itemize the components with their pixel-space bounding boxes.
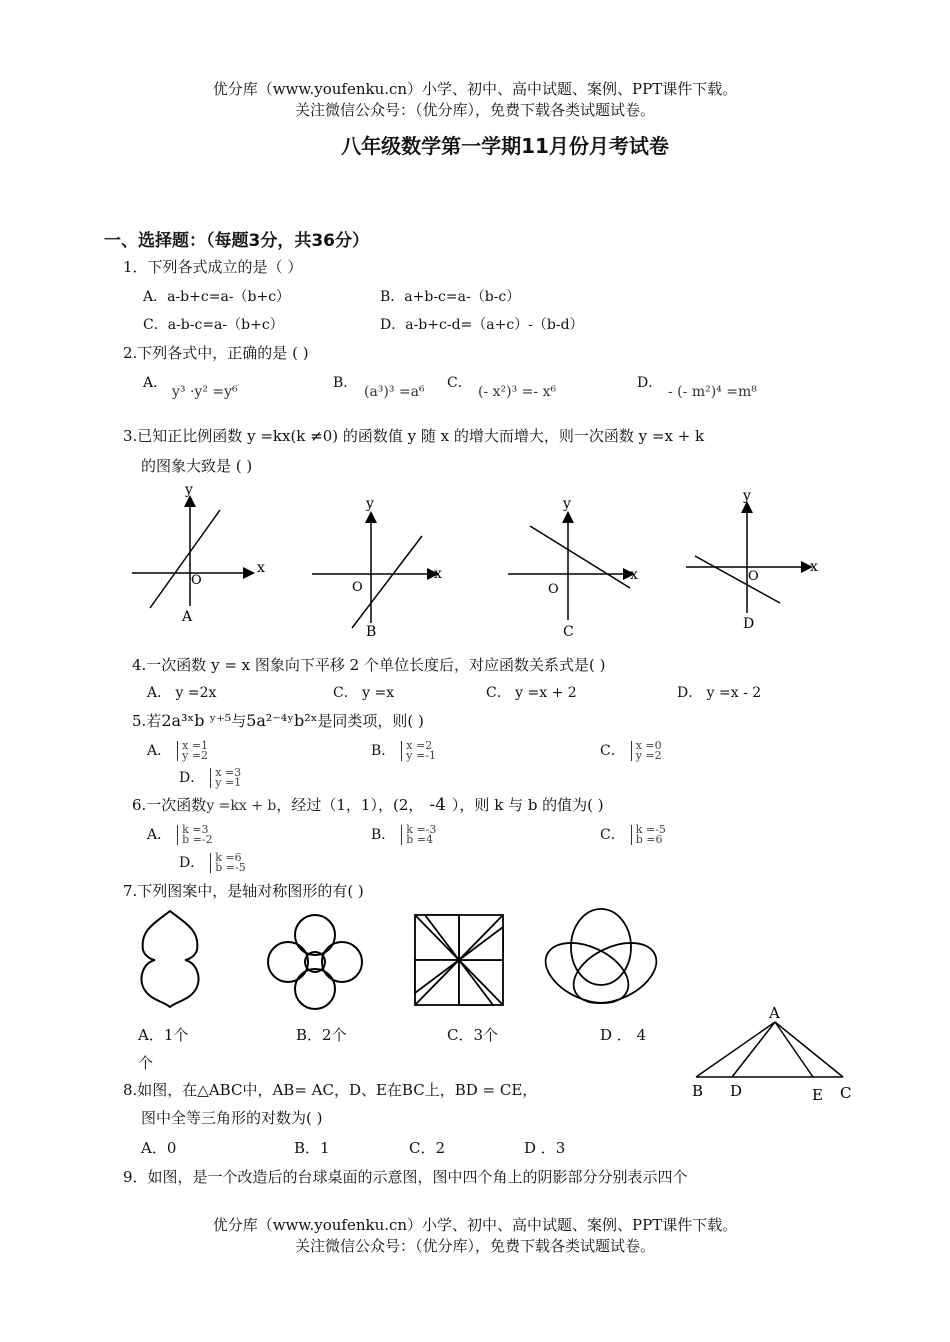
segment-ad [732,1022,775,1077]
q5-b-eq1: x =2 [406,739,433,752]
q5-option-c [600,740,662,761]
q7-option-d: D ． 4 [600,1026,647,1044]
q7-option-a: A．1个 [138,1026,189,1044]
graph-a-origin: O [191,573,202,588]
q5-a-eq1: x =1 [182,739,209,752]
q3-stem: 3.已知正比例函数 y =kx(k ≠0) 的函数值 y 随 x 的增大而增大，则一次函数 y =x + k [123,427,705,445]
q6-option-c-system [631,825,666,845]
q5-stem-mid: 与 [231,712,247,730]
q4-option-a: A． y =2x [147,685,217,701]
vertex-c-label: C [840,1084,852,1102]
q5-option-c-label: C． [600,743,625,759]
vertex-b-label: B [692,1082,704,1100]
vertex-a-label: A [769,1004,780,1022]
q7-patterns [125,905,685,1015]
q1-option-a: A．a-b+c=a-（b+c） [143,289,291,305]
q6-stem-val: -4 [429,795,446,815]
q6-option-a-system [177,825,212,845]
graph-a-y-label: y [185,482,193,498]
q3-stem-2: 的图象大致是 ( ) [141,457,253,475]
q5-option-d-system [210,768,241,788]
q5-option-b-system [401,741,436,761]
q6-option-b-system [401,825,436,845]
section-heading: 一、选择题：（每题3分，共36分） [104,231,369,251]
graph-d-label: D [743,616,755,632]
q6-option-c [600,824,666,845]
q2-option-a: y³ ·y² =y⁶ [172,384,238,400]
q5-option-b-label: B． [371,743,396,759]
q5-stem-post: 是同类项，则( ) [317,712,424,730]
segment-ab [696,1022,775,1077]
q5-c-eq2: y =2 [635,749,662,762]
q2-option-d-label: D． [637,375,663,391]
q5-d-eq2: y =1 [215,776,242,789]
q5-option-d-label: D． [179,770,205,786]
q4-option-d: D． y =x - 2 [677,685,762,701]
q5-a-eq2: y =2 [182,749,209,762]
q6-c-eq1: k =-5 [635,823,666,836]
graph-a-line [150,510,220,608]
q6-option-c-label: C． [600,827,625,843]
q2-option-a-label: A． [143,375,168,391]
footer-line-2: 关注微信公众号：（优分库），免费下载各类试题试卷。 [294,1237,655,1255]
graph-b [312,496,442,640]
graph-d-x-label: x [810,559,818,575]
graph-c-label: C [563,624,574,640]
q5-option-c-system [631,741,662,761]
graph-c [508,496,638,640]
q5-c-eq1: x =0 [635,739,662,752]
q9-stem: 9．如图，是一个改造后的台球桌面的示意图，图中四个角上的阴影部分分别表示四个 [123,1168,688,1186]
q6-a-eq1: k =3 [182,823,209,836]
q2-option-c: (- x²)³ =- x⁶ [478,384,557,400]
graph-c-origin: O [548,582,559,597]
q6-b-eq2: b =4 [406,833,434,846]
graph-b-x-label: x [434,566,442,582]
q5-option-a-system [177,741,208,761]
q5-option-b [371,740,436,761]
point-e-label: E [812,1086,823,1104]
q6-c-eq2: b =6 [635,833,663,846]
q4-option-c: C． y =x + 2 [486,685,577,701]
graph-d-origin: O [748,569,759,584]
q6-stem-post: ），则 k 与 b 的值为( ) [451,796,604,814]
pattern-b-flower [268,915,362,1009]
q5-stem-pre: 5.若 [132,712,162,730]
page-title: 八年级数学第一学期11月份月考试卷 [341,134,669,158]
pattern-d-trefoil [536,909,666,1015]
q5-option-d [179,767,241,788]
q5-d-eq1: x =3 [215,766,242,779]
q6-stem-pre: 6.一次函数 [132,796,207,814]
graph-b-origin: O [352,580,363,595]
q2-option-b: (a³)³ =a⁶ [364,384,425,400]
footer-line-1: 优分库（www.youfenku.cn）小学、初中、高中试题、案例、PPT课件下载。 [212,1216,738,1234]
q7-option-b: B．2个 [296,1026,347,1044]
graph-a-label: A [182,609,193,625]
q5-expr-2: 5a²⁻⁴ʸb²ˣ [246,711,318,730]
point-d-label: D [730,1082,743,1100]
q2-stem: 2.下列各式中，正确的是 ( ) [123,344,309,362]
q3-graphs [120,478,840,643]
q7-option-c: C．3个 [447,1026,499,1044]
q6-b-eq1: k =-3 [406,823,437,836]
segment-ae [775,1022,813,1077]
q4-stem: 4.一次函数 y = x 图象向下平移 2 个单位长度后，对应函数关系式是( ) [132,656,606,674]
q6-option-d-label: D． [179,855,205,871]
q6-option-a-label: A． [147,827,172,843]
q5-option-a-label: A． [147,743,172,759]
q8-stem: 8.如图，在△ABC中，AB= AC，D、E在BC上，BD = CE， [123,1081,538,1099]
graph-a [132,482,265,625]
q1-option-c: C．a-b-c=a-（b+c） [143,317,284,333]
graph-b-label: B [366,624,377,640]
graph-c-y-label: y [563,496,571,512]
q8-option-b: B．1 [294,1139,330,1157]
q6-option-d-system [210,853,245,873]
q6-option-a [147,824,213,845]
q6-d-eq1: k =6 [215,851,242,864]
q8-option-a: A．0 [141,1139,177,1157]
q5-stem [132,710,424,731]
pattern-c-pinwheel [415,915,503,1005]
header-line-2: 关注微信公众号：（优分库），免费下载各类试题试卷。 [294,101,655,119]
q8-option-d: D ．3 [524,1139,566,1157]
graph-d [686,488,818,632]
q2-option-d: - (- m²)⁴ =m⁸ [668,384,757,400]
q5-option-a [147,740,208,761]
q4-option-b: C． y =x [333,685,395,701]
q7-option-d-cont: 个 [138,1054,154,1072]
q7-stem: 7.下列图案中，是轴对称图形的有( ) [123,882,364,900]
graph-d-y-label: y [743,488,751,504]
q2-option-b-label: B． [333,375,358,391]
graph-c-x-label: x [630,567,638,583]
segment-ac [775,1022,843,1077]
q5-b-eq2: y =-1 [406,749,436,762]
q6-stem-mid: ，经过（1，1），(2， [276,796,424,814]
q6-option-d [179,852,246,873]
q6-a-eq2: b =-2 [182,833,213,846]
q6-option-b [371,824,436,845]
graph-d-line [695,556,780,603]
q8-triangle-figure [680,1002,860,1107]
q1-option-b: B．a+b-c=a-（b-c） [380,289,521,305]
q5-expr-1: 2a³ˣb ʸ⁺⁵ [161,711,232,730]
q8-stem-2: 图中全等三角形的对数为( ) [141,1109,323,1127]
graph-a-x-label: x [257,560,265,576]
q6-option-b-label: B． [371,827,396,843]
q2-option-c-label: C． [447,375,472,391]
graph-b-y-label: y [366,496,374,512]
q6-d-eq2: b =-5 [215,861,246,874]
q6-stem-fn: y =kx + b [206,798,277,814]
q8-option-c: C．2 [409,1139,446,1157]
q1-option-d: D．a-b+c-d=（a+c）-（b-d） [380,317,584,333]
q1-stem: 1．下列各式成立的是（ ） [123,258,303,276]
pattern-a-gourd [142,911,199,1007]
header-line-1: 优分库（www.youfenku.cn）小学、初中、高中试题、案例、PPT课件下载。 [212,80,738,98]
graph-c-line [530,526,630,588]
q6-stem [132,794,604,815]
